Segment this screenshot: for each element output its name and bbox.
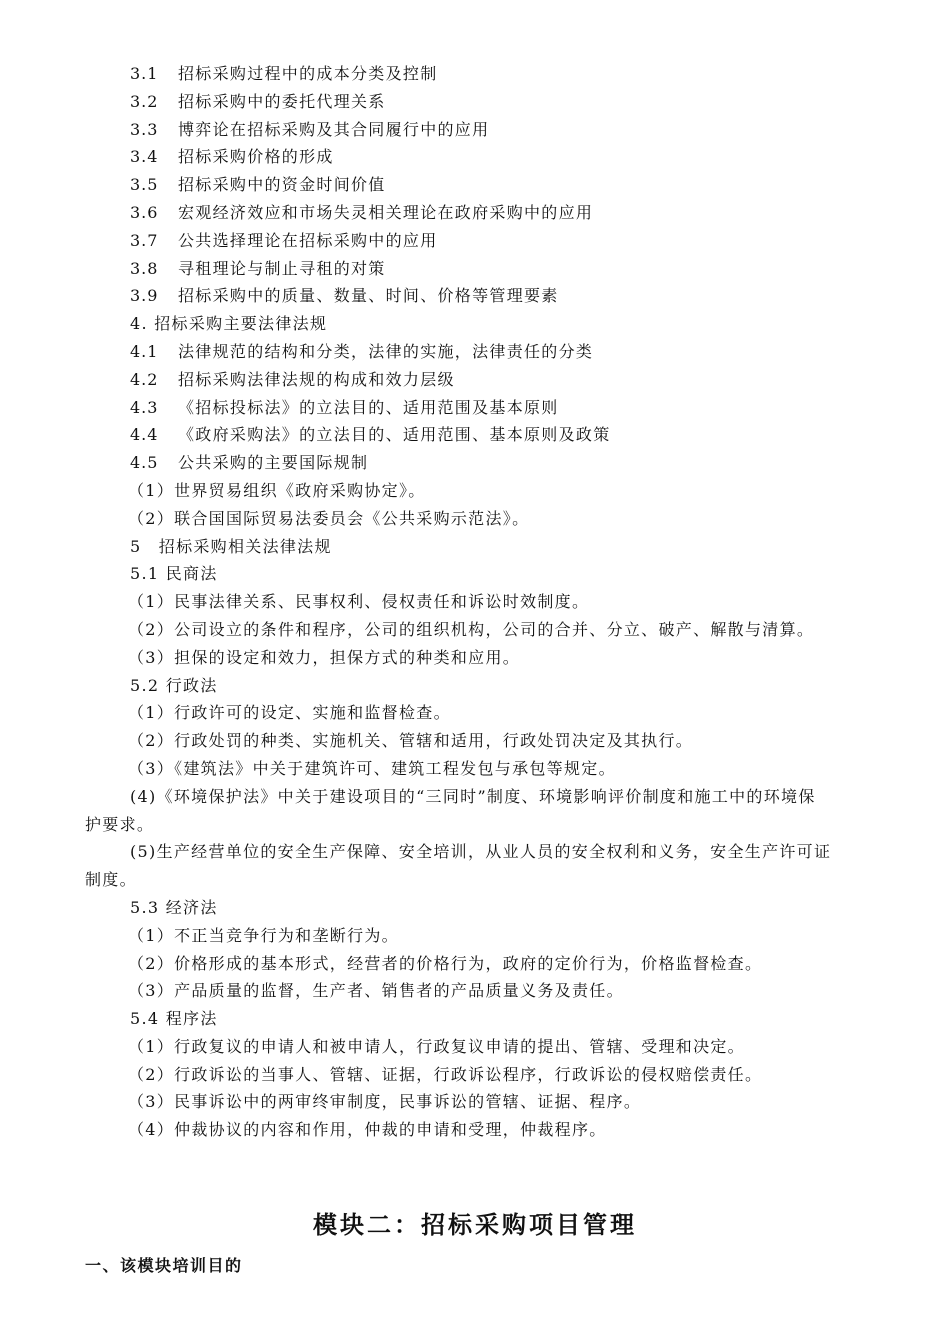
outline-text: 5.1 民商法 — [130, 564, 218, 584]
outline-line — [0, 505, 950, 533]
outline-text: 招标采购价格的形成 — [178, 147, 334, 167]
outline-text: （1）行政许可的设定、实施和监督检查。 — [128, 703, 451, 723]
outline-line — [0, 783, 950, 811]
outline-text: 博弈论在招标采购及其合同履行中的应用 — [178, 119, 490, 139]
outline-text: （4）仲裁协议的内容和作用，仲裁的申请和受理，仲裁程序。 — [128, 1120, 607, 1140]
outline-text: （3）民事诉讼中的两审终审制度，民事诉讼的管辖、证据、程序。 — [128, 1092, 642, 1112]
outline-text: （3）产品质量的监督，生产者、销售者的产品质量义务及责任。 — [128, 981, 624, 1001]
outline-number: 4.2 — [130, 369, 159, 389]
outline-text: （3）《建筑法》中关于建筑许可、建筑工程发包与承包等规定。 — [128, 758, 616, 778]
outline-line — [0, 894, 950, 922]
outline-line — [0, 727, 950, 755]
outline-number: 4.1 — [130, 341, 159, 361]
outline-number: 3.8 — [130, 258, 159, 278]
outline-text: （1）民事法律关系、民事权利、侵权责任和诉讼时效制度。 — [128, 592, 590, 612]
outline-text: 招标采购中的质量、数量、时间、价格等管理要素 — [178, 286, 559, 306]
outline-text: 《招标投标法》的立法目的、适用范围及基本原则 — [178, 397, 559, 417]
outline-number: 3.6 — [130, 202, 159, 222]
outline-line — [0, 950, 950, 978]
outline-line — [0, 533, 950, 561]
outline-text: （1）世界贸易组织《政府采购协定》。 — [128, 480, 426, 500]
module-title: 模块二：招标采购项目管理 — [313, 1211, 637, 1239]
outline-text: 制度。 — [85, 870, 137, 890]
outline-text: （3）担保的设定和效力，担保方式的种类和应用。 — [128, 647, 521, 667]
outline-line — [0, 449, 950, 477]
section-heading: 一、该模块培训目的 — [85, 1256, 243, 1275]
outline-line — [0, 60, 950, 88]
outline-line — [0, 1116, 950, 1144]
outline-text: （1）行政复议的申请人和被申请人，行政复议申请的提出、管辖、受理和决定。 — [128, 1036, 745, 1056]
outline-line — [0, 116, 950, 144]
outline-line — [0, 199, 950, 227]
outline-text: （2）价格形成的基本形式，经营者的价格行为，政府的定价行为，价格监督检查。 — [128, 953, 763, 973]
outline-number: 3.9 — [130, 286, 159, 306]
outline-line — [0, 811, 950, 839]
outline-line — [0, 394, 950, 422]
outline-text: 法律规范的结构和分类，法律的实施，法律责任的分类 — [178, 341, 594, 361]
outline-line — [0, 88, 950, 116]
outline-number: 3.3 — [130, 119, 159, 139]
outline-line — [0, 644, 950, 672]
outline-line — [0, 560, 950, 588]
outline-line — [0, 477, 950, 505]
outline-line — [0, 922, 950, 950]
outline-text: （2）联合国国际贸易法委员会《公共采购示范法》。 — [128, 508, 530, 528]
outline-text: 5.3 经济法 — [130, 897, 218, 917]
outline-text: 护要求。 — [85, 814, 155, 834]
outline-text: (5)生产经营单位的安全生产保障、安全培训，从业人员的安全权利和义务，安全生产许可证 — [130, 842, 832, 862]
outline-text: （1）不正当竞争行为和垄断行为。 — [128, 925, 399, 945]
outline-number: 3.5 — [130, 175, 159, 195]
outline-line — [0, 310, 950, 338]
outline-line — [0, 616, 950, 644]
outline-text: 4. 招标采购主要法律法规 — [130, 314, 328, 334]
outline-number: 3.4 — [130, 147, 159, 167]
outline-text: 5.4 程序法 — [130, 1009, 218, 1029]
outline-text: （2）公司设立的条件和程序，公司的组织机构，公司的合并、分立、破产、解散与清算。 — [128, 619, 815, 639]
outline-number: 4.5 — [130, 453, 159, 473]
outline-text: 公共选择理论在招标采购中的应用 — [178, 230, 438, 250]
outline-number: 3.7 — [130, 230, 159, 250]
outline-line — [0, 227, 950, 255]
outline-text: 寻租理论与制止寻租的对策 — [178, 258, 386, 278]
outline-line — [0, 588, 950, 616]
outline-text: （2）行政诉讼的当事人、管辖、证据，行政诉讼程序，行政诉讼的侵权赔偿责任。 — [128, 1064, 763, 1084]
outline-list — [0, 60, 950, 1144]
outline-text: 5 招标采购相关法律法规 — [130, 536, 332, 556]
outline-text: 招标采购中的资金时间价值 — [178, 175, 386, 195]
outline-line — [0, 699, 950, 727]
outline-number: 4.4 — [130, 425, 159, 445]
outline-text: 公共采购的主要国际规制 — [178, 453, 369, 473]
outline-line — [0, 1088, 950, 1116]
outline-line — [0, 755, 950, 783]
outline-text: 5.2 行政法 — [130, 675, 218, 695]
outline-line — [0, 838, 950, 866]
outline-line — [0, 171, 950, 199]
outline-text: 招标采购法律法规的构成和效力层级 — [178, 369, 455, 389]
outline-text: 招标采购中的委托代理关系 — [178, 91, 386, 111]
outline-line — [0, 1033, 950, 1061]
outline-line — [0, 672, 950, 700]
outline-text: (4)《环境保护法》中关于建设项目的“三同时”制度、环境影响评价制度和施工中的环境保 — [130, 786, 816, 806]
outline-line — [0, 977, 950, 1005]
outline-number: 3.2 — [130, 91, 159, 111]
outline-text: （2）行政处罚的种类、实施机关、管辖和适用，行政处罚决定及其执行。 — [128, 731, 694, 751]
outline-text: 《政府采购法》的立法目的、适用范围、基本原则及政策 — [178, 425, 611, 445]
outline-line — [0, 366, 950, 394]
outline-line — [0, 1005, 950, 1033]
outline-line — [0, 255, 950, 283]
outline-number: 4.3 — [130, 397, 159, 417]
outline-text: 招标采购过程中的成本分类及控制 — [178, 64, 438, 83]
outline-text: 宏观经济效应和市场失灵相关理论在政府采购中的应用 — [178, 202, 594, 222]
outline-line — [0, 1061, 950, 1089]
outline-line — [0, 282, 950, 310]
outline-line — [0, 421, 950, 449]
outline-line — [0, 866, 950, 894]
outline-line — [0, 143, 950, 171]
outline-number: 3.1 — [130, 64, 159, 83]
outline-line — [0, 338, 950, 366]
